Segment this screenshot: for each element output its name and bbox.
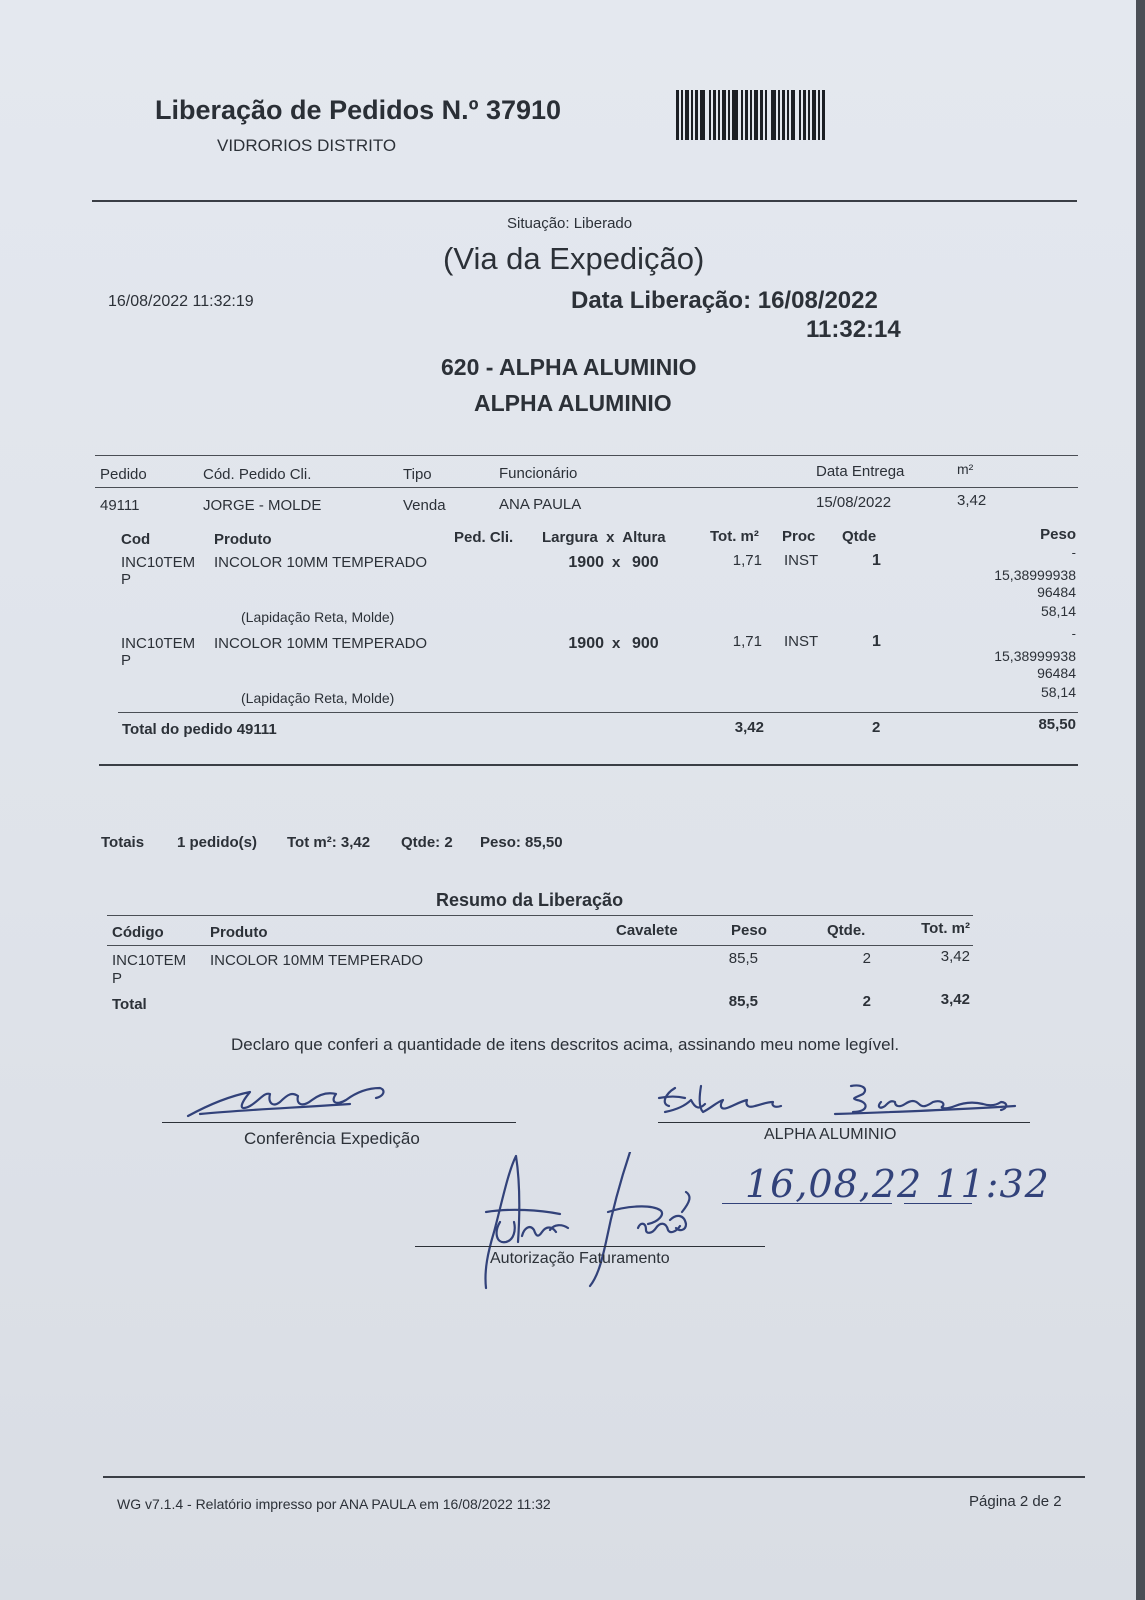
print-datetime: 16/08/2022 11:32:19 xyxy=(108,293,254,310)
col-proc: Proc xyxy=(782,528,816,545)
resumo-col-qtde: Qtde. xyxy=(827,922,866,939)
totais-qtde: Qtde: 2 xyxy=(401,834,453,851)
resumo-produto: INCOLOR 10MM TEMPERADO xyxy=(210,952,424,969)
cliente-codigo: 620 - ALPHA ALUMINIO xyxy=(441,354,697,380)
totais-pedidos: 1 pedido(s) xyxy=(177,834,258,851)
via-label: (Via da Expedição) xyxy=(443,241,705,276)
col-largura-altura: Largura x Altura xyxy=(542,529,666,546)
col-data-entrega: Data Entrega xyxy=(816,463,905,480)
total-pedido-qtde: 2 xyxy=(872,719,881,736)
col-tot-m2: Tot. m² xyxy=(710,528,759,545)
item-cod-cont: P xyxy=(121,652,132,669)
item-tot-m2: 1,71 xyxy=(732,633,762,650)
resumo-header-line xyxy=(107,945,973,946)
resumo-qtde: 2 xyxy=(862,950,871,967)
item-proc: INST xyxy=(784,552,819,569)
item-peso-dash: - xyxy=(1071,545,1076,560)
order-m2: 3,42 xyxy=(957,492,987,509)
handwritten-date-underline-icon xyxy=(722,1203,892,1204)
cliente-nome: ALPHA ALUMINIO xyxy=(474,390,672,416)
order-header-line xyxy=(95,487,1078,488)
col-cod: Cod xyxy=(121,531,151,548)
totais-m2: Tot m²: 3,42 xyxy=(287,834,371,851)
items-bottom-line xyxy=(99,764,1078,766)
resumo-col-codigo: Código xyxy=(112,924,164,941)
resumo-codigo-cont: P xyxy=(112,970,123,987)
item-peso-3: 58,14 xyxy=(1040,684,1076,700)
item-cod-cont: P xyxy=(121,571,132,588)
barcode-icon xyxy=(676,90,848,140)
item-qtde: 1 xyxy=(872,633,881,650)
resumo-total-qtde: 2 xyxy=(862,993,871,1010)
company-name: VIDRORIOS DISTRITO xyxy=(217,136,397,155)
line-conferencia xyxy=(162,1122,516,1123)
item-peso-2: 96484 xyxy=(1037,584,1076,600)
resumo-tot-m2: 3,42 xyxy=(940,948,970,965)
resumo-total-m2: 3,42 xyxy=(940,991,970,1008)
col-qtde: Qtde xyxy=(842,528,877,545)
resumo-col-peso: Peso xyxy=(731,922,767,939)
item-peso-1: 15,38999938 xyxy=(994,648,1076,664)
item-peso-1: 15,38999938 xyxy=(994,567,1076,583)
item-proc: INST xyxy=(784,633,819,650)
col-funcionario: Funcionário xyxy=(499,465,578,482)
item-obs: (Lapidação Reta, Molde) xyxy=(241,609,395,625)
item-cod: INC10TEM xyxy=(121,554,196,571)
item-tot-m2: 1,71 xyxy=(732,552,762,569)
resumo-title: Resumo da Liberação xyxy=(436,890,624,910)
resumo-peso: 85,5 xyxy=(728,950,758,967)
order-cod-cli: JORGE - MOLDE xyxy=(203,497,322,514)
order-tipo: Venda xyxy=(403,497,446,514)
item-obs: (Lapidação Reta, Molde) xyxy=(241,690,395,706)
hora-liberacao: 11:32:14 xyxy=(806,316,901,343)
label-conferencia: Conferência Expedição xyxy=(244,1129,420,1148)
item-peso-3: 58,14 xyxy=(1040,603,1076,619)
declaracao-text: Declaro que conferi a quantidade de itens descritos acima, assinando meu nome legível. xyxy=(231,1035,900,1054)
item-peso-2: 96484 xyxy=(1037,665,1076,681)
col-cod-pedido-cli: Cód. Pedido Cli. xyxy=(203,466,312,483)
resumo-col-produto: Produto xyxy=(210,924,268,941)
col-tipo: Tipo xyxy=(403,466,432,483)
document-title: Liberação de Pedidos N.º 37910 xyxy=(155,95,562,125)
footer-page-number: Página 2 de 2 xyxy=(969,1493,1062,1510)
data-liberacao: Data Liberação: 16/08/2022 xyxy=(571,287,878,314)
resumo-codigo: INC10TEM xyxy=(112,952,187,969)
handwritten-date: 16,08,22 11:32 xyxy=(745,1162,1050,1206)
resumo-top-line xyxy=(107,915,973,916)
item-produto: INCOLOR 10MM TEMPERADO xyxy=(214,554,428,571)
handwritten-time-underline-icon xyxy=(904,1203,972,1204)
col-ped-cli: Ped. Cli. xyxy=(454,529,514,546)
total-pedido-m2: 3,42 xyxy=(734,719,764,736)
item-x: x xyxy=(612,554,621,571)
item-x: x xyxy=(612,635,621,652)
col-pedido: Pedido xyxy=(100,466,147,483)
items-total-line xyxy=(118,712,1078,713)
total-pedido-peso: 85,50 xyxy=(1038,716,1076,733)
signature-conferencia-icon xyxy=(180,1082,410,1122)
resumo-total-peso: 85,5 xyxy=(728,993,758,1010)
item-altura: 900 xyxy=(632,635,659,652)
signature-autorizacao-icon xyxy=(480,1152,710,1292)
totais-peso: Peso: 85,50 xyxy=(480,834,563,851)
resumo-col-tot-m2: Tot. m² xyxy=(921,920,970,937)
order-data-entrega: 15/08/2022 xyxy=(816,494,892,511)
order-funcionario: ANA PAULA xyxy=(499,496,582,513)
order-top-line xyxy=(95,455,1078,456)
col-peso: Peso xyxy=(1040,526,1076,543)
col-m2: m² xyxy=(957,461,974,477)
label-autorizacao: Autorização Faturamento xyxy=(490,1250,670,1267)
item-qtde: 1 xyxy=(872,552,881,569)
item-largura: 1900 xyxy=(568,635,604,652)
header-divider xyxy=(92,200,1077,202)
line-autorizacao xyxy=(415,1246,765,1247)
resumo-total-label: Total xyxy=(112,996,147,1013)
footer-divider xyxy=(103,1476,1085,1478)
item-altura: 900 xyxy=(632,554,659,571)
situacao: Situação: Liberado xyxy=(507,215,633,232)
resumo-col-cavalete: Cavalete xyxy=(616,922,678,939)
label-cliente: ALPHA ALUMINIO xyxy=(764,1126,897,1143)
order-pedido: 49111 xyxy=(100,497,140,514)
line-cliente xyxy=(658,1122,1030,1123)
item-peso-dash: - xyxy=(1071,626,1076,641)
item-cod: INC10TEM xyxy=(121,635,196,652)
item-largura: 1900 xyxy=(568,554,604,571)
item-produto: INCOLOR 10MM TEMPERADO xyxy=(214,635,428,652)
totais-label: Totais xyxy=(101,834,145,851)
footer-printed-by: WG v7.1.4 - Relatório impresso por ANA PAULA em 16/08/2022 11:32 xyxy=(117,1496,551,1512)
col-produto: Produto xyxy=(214,531,272,548)
total-pedido-label: Total do pedido 49111 xyxy=(122,721,277,738)
